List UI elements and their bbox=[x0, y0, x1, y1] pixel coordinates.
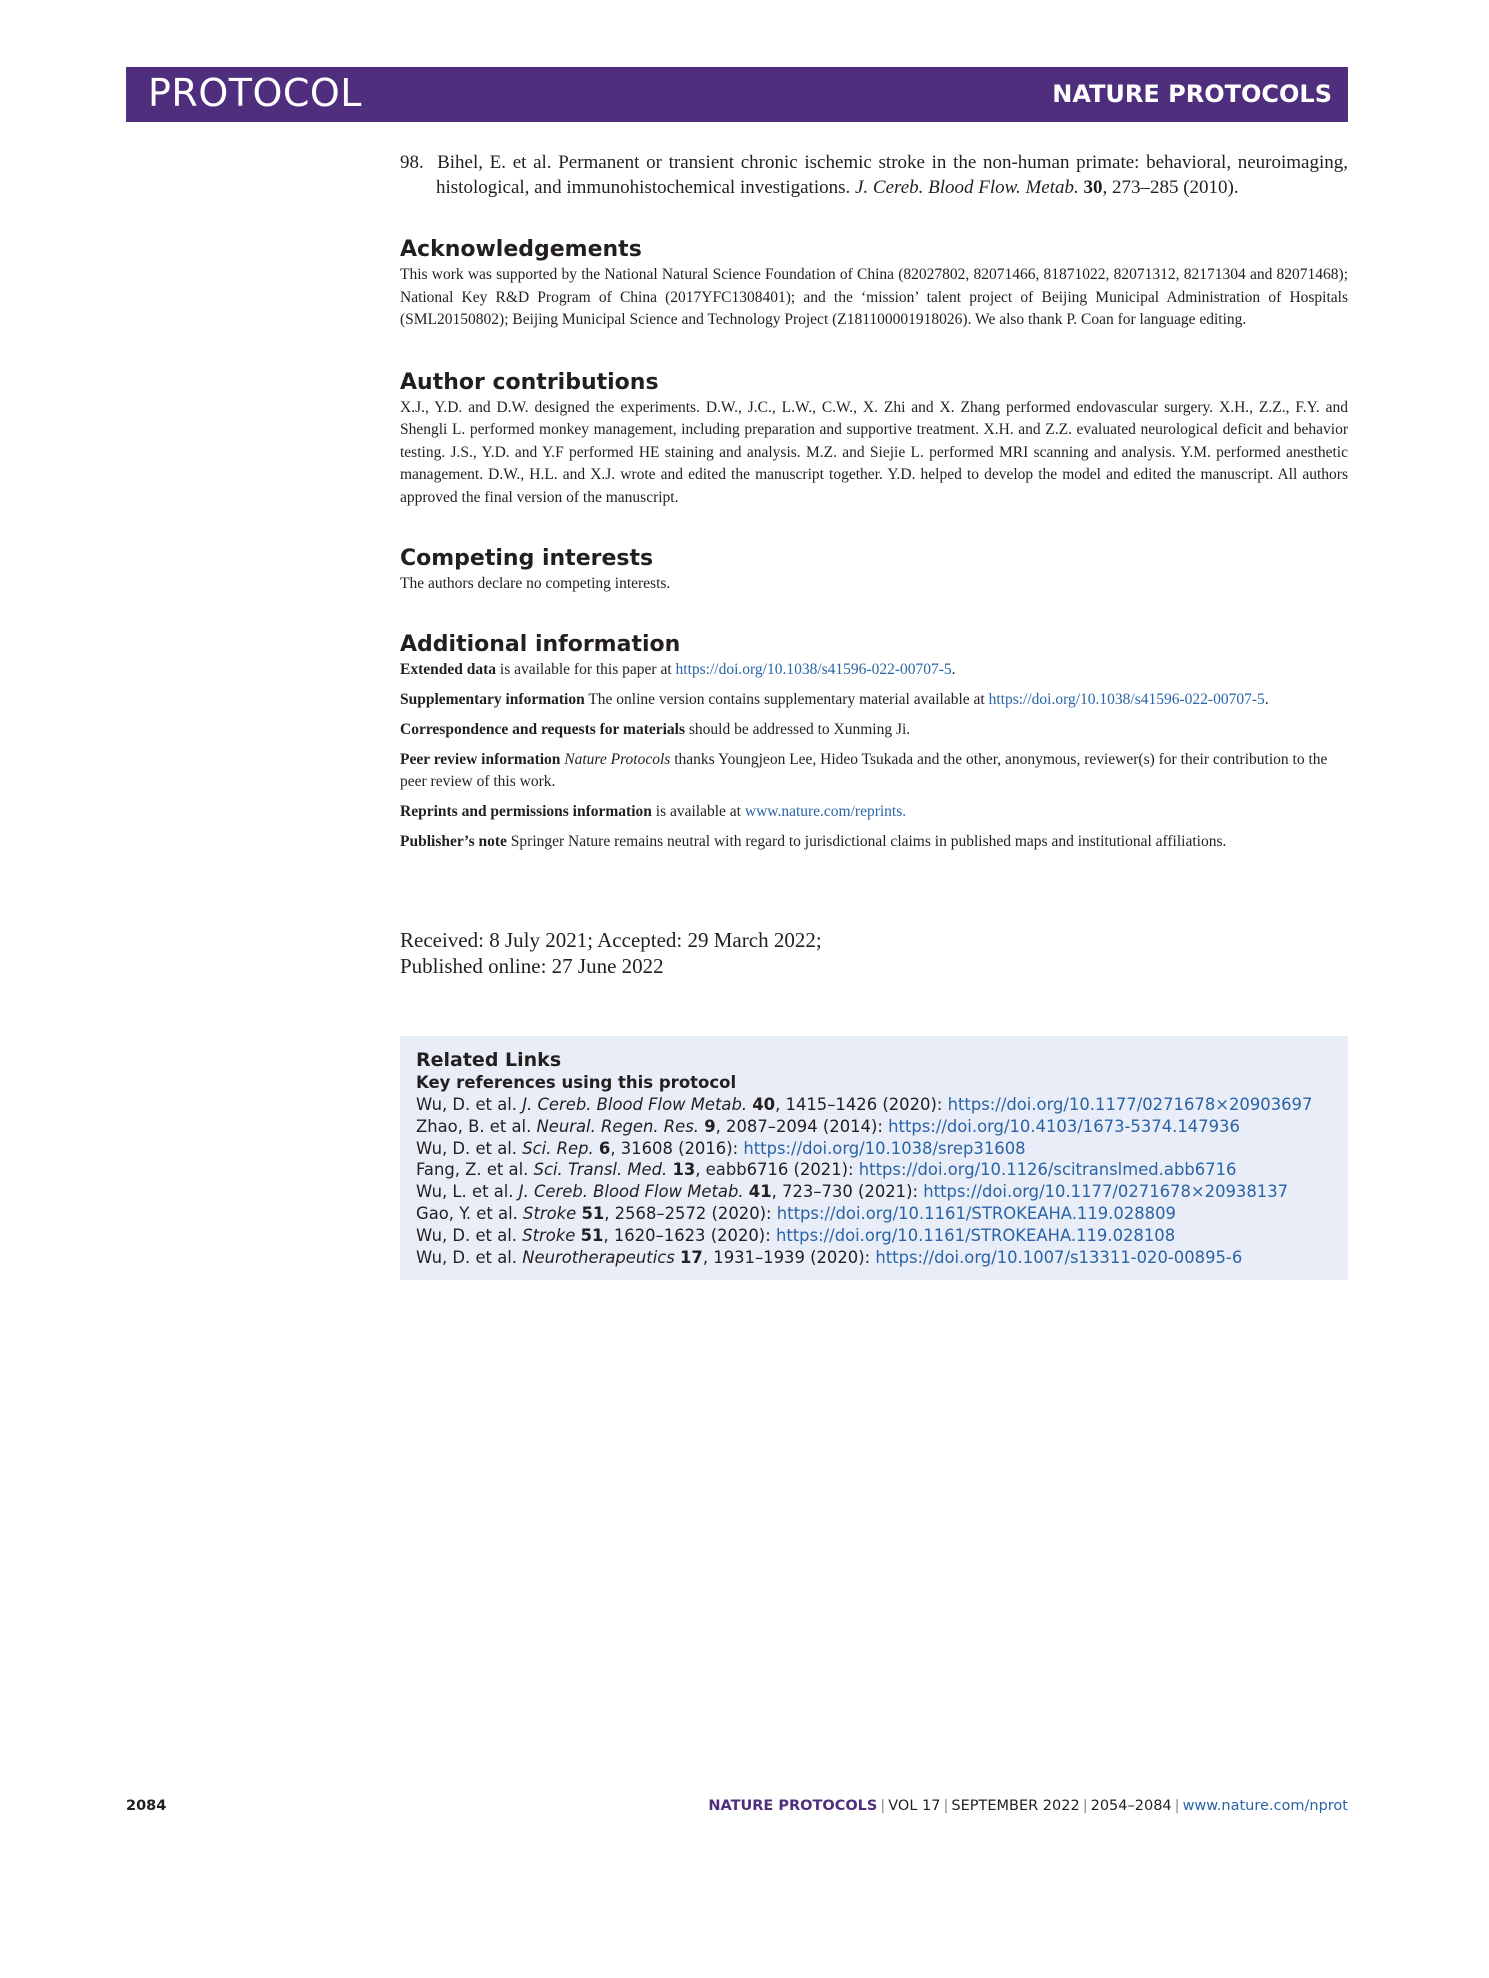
peer-review-label: Peer review information bbox=[400, 750, 561, 768]
related-link-journal: Sci. Rep. bbox=[522, 1138, 594, 1158]
related-link-details: , 2087–2094 (2014): bbox=[715, 1116, 889, 1136]
related-link-volume: 41 bbox=[748, 1182, 772, 1202]
related-link-url[interactable]: https://doi.org/10.1161/STROKEAHA.119.028108 bbox=[775, 1225, 1176, 1245]
journal-label: NATURE PROTOCOLS bbox=[1052, 80, 1332, 108]
acknowledgements-title: Acknowledgements bbox=[400, 237, 642, 262]
correspondence-text: should be addressed to Xunming Ji. bbox=[685, 720, 911, 738]
related-link-authors: Wu, L. et al. bbox=[416, 1182, 519, 1202]
related-link-authors: Wu, D. et al. bbox=[416, 1225, 523, 1245]
related-link-journal: Sci. Transl. Med. bbox=[533, 1160, 668, 1180]
extended-data-link[interactable]: https://doi.org/10.1038/s41596-022-00707-5 bbox=[675, 660, 952, 678]
supplementary-text: The online version contains supplementary material available at bbox=[584, 690, 989, 708]
competing-interests-body: The authors declare no competing interests. bbox=[400, 575, 671, 592]
reprints-line bbox=[400, 801, 1348, 823]
related-links-title: Related Links bbox=[416, 1049, 562, 1071]
supplementary-label: Supplementary information bbox=[400, 690, 585, 708]
reprints-link[interactable]: www.nature.com/reprints. bbox=[744, 802, 907, 820]
additional-information-list bbox=[400, 659, 1348, 853]
main-content bbox=[400, 150, 1348, 979]
correspondence-label: Correspondence and requests for materials bbox=[400, 720, 686, 738]
related-link-details: , 1620–1623 (2020): bbox=[603, 1225, 776, 1245]
extended-data-text: is available for this paper at bbox=[496, 660, 676, 678]
related-link-url[interactable]: https://doi.org/10.1126/scitranslmed.abb6716 bbox=[858, 1160, 1237, 1180]
extended-data-line bbox=[400, 659, 1348, 681]
reference-pages: , 273–285 (2010). bbox=[1102, 177, 1239, 198]
supplementary-end: . bbox=[1264, 690, 1269, 708]
footer-date: SEPTEMBER 2022 bbox=[951, 1798, 1080, 1814]
reference-number: 98. bbox=[400, 152, 424, 173]
related-link-url[interactable]: https://doi.org/10.1038/srep31608 bbox=[743, 1138, 1026, 1158]
page-footer bbox=[126, 1798, 1348, 1818]
peer-review-line bbox=[400, 749, 1348, 793]
related-link-item bbox=[416, 1116, 1332, 1138]
related-link-details: , 1931–1939 (2020): bbox=[702, 1247, 876, 1267]
related-link-item bbox=[416, 1181, 1332, 1203]
related-link-authors: Wu, D. et al. bbox=[416, 1138, 523, 1158]
related-link-journal: Neural. Regen. Res. bbox=[536, 1116, 699, 1136]
related-links-box bbox=[400, 1036, 1348, 1280]
footer-journal: NATURE PROTOCOLS bbox=[708, 1798, 878, 1814]
footer-separator: | bbox=[1082, 1798, 1088, 1814]
related-link-authors: Fang, Z. et al. bbox=[416, 1160, 534, 1180]
reference-journal: J. Cereb. Blood Flow. Metab. bbox=[855, 177, 1079, 198]
related-link-volume: 51 bbox=[580, 1225, 604, 1245]
related-link-volume: 6 bbox=[598, 1138, 611, 1158]
section-label: PROTOCOL bbox=[148, 71, 362, 115]
reference-volume: 30 bbox=[1083, 177, 1103, 198]
related-link-details: , 723–730 (2021): bbox=[771, 1182, 924, 1202]
supplementary-information-line bbox=[400, 689, 1348, 711]
header-banner bbox=[126, 67, 1348, 122]
related-link-volume: 17 bbox=[680, 1247, 703, 1267]
acknowledgements-body: This work was supported by the National Natural Science Foundation of China (82027802, 82071466, 81871022, 82071312, 82171304 and 82071468); National Key R&D Program of China (2017YFC1308401); and the ‘mission’ talent project of Beijing Municipal Administration of Hospitals (SML20150802); Beijing Municipal Science and Technology Project (Z181100001918026). We also thank P. Coan for language editing. bbox=[400, 266, 1348, 328]
related-link-item bbox=[416, 1159, 1332, 1181]
author-contributions-title: Author contributions bbox=[400, 369, 659, 395]
related-link-volume: 13 bbox=[672, 1160, 696, 1180]
related-link-journal: Neurotherapeutics bbox=[522, 1247, 675, 1267]
related-link-url[interactable]: https://doi.org/10.4103/1673-5374.147936 bbox=[888, 1116, 1240, 1136]
extended-data-label: Extended data bbox=[400, 660, 497, 678]
related-link-details: , 1415–1426 (2020): bbox=[775, 1095, 948, 1114]
author-contributions-body: X.J., Y.D. and D.W. designed the experiments. D.W., J.C., L.W., C.W., X. Zhi and X. Zhang performed endovascular surgery. X.H., Z.Z., F.Y. and Shengli L. performed monkey management, including preparation and supportive treatment. X.H. and Z.Z. evaluated neurological deficit and behavior testing. J.S., Y.D. and Y.F performed HE staining and analysis. M.Z. and Siejie L. performed MRI scanning and analysis. Y.M. performed anesthetic management. D.W., H.L. and X.J. wrote and edited the manuscript together. Y.D. helped to develop the model and edited the manuscript. All authors approved the final version of the manuscript. bbox=[400, 398, 1348, 506]
competing-interests-title: Competing interests bbox=[400, 546, 654, 571]
reference-text: Bihel, E. et al. Permanent or transient chronic ischemic stroke in the non-human primate: behavioral, neuroimaging, histological, and immunohistochemical investigations. bbox=[436, 152, 1349, 198]
publication-dates bbox=[400, 927, 1348, 979]
related-link-item bbox=[416, 1203, 1332, 1225]
reprints-label: Reprints and permissions information bbox=[400, 802, 652, 820]
additional-information-title: Additional information bbox=[400, 631, 681, 657]
peer-review-journal: Nature Protocols bbox=[564, 750, 671, 768]
publishers-note-text: Springer Nature remains neutral with regard to jurisdictional claims in published maps and institutional affiliations. bbox=[506, 832, 1227, 850]
footer-separator: | bbox=[1174, 1798, 1180, 1814]
related-link-authors: Gao, Y. et al. bbox=[416, 1203, 524, 1223]
reprints-text: is available at bbox=[651, 802, 745, 820]
related-link-url[interactable]: https://doi.org/10.1177/0271678×20938137 bbox=[923, 1182, 1289, 1202]
extended-data-end: . bbox=[951, 660, 956, 678]
related-link-item bbox=[416, 1094, 1332, 1116]
related-link-volume: 51 bbox=[581, 1203, 605, 1223]
publishers-note-line bbox=[400, 831, 1348, 853]
footer-separator: | bbox=[943, 1798, 949, 1814]
related-link-authors: Wu, D. et al. bbox=[416, 1095, 523, 1114]
related-link-item bbox=[416, 1247, 1332, 1269]
published-online-line: Published online: 27 June 2022 bbox=[400, 953, 664, 978]
reference-98 bbox=[400, 150, 1348, 200]
related-link-volume: 9 bbox=[704, 1116, 716, 1136]
footer-citation bbox=[708, 1798, 1348, 1814]
related-link-journal: J. Cereb. Blood Flow Metab. bbox=[522, 1095, 748, 1114]
related-link-journal: J. Cereb. Blood Flow Metab. bbox=[518, 1182, 744, 1202]
footer-url[interactable]: www.nature.com/nprot bbox=[1182, 1798, 1348, 1814]
related-link-url[interactable]: https://doi.org/10.1177/0271678×20903697 bbox=[947, 1095, 1313, 1114]
related-link-details: , 31608 (2016): bbox=[610, 1138, 744, 1158]
supplementary-link[interactable]: https://doi.org/10.1038/s41596-022-00707-5 bbox=[988, 690, 1265, 708]
footer-volume: VOL 17 bbox=[888, 1798, 941, 1814]
related-link-item bbox=[416, 1225, 1332, 1247]
footer-separator: | bbox=[880, 1798, 886, 1814]
footer-pages: 2054–2084 bbox=[1090, 1798, 1172, 1814]
related-link-authors: Zhao, B. et al. bbox=[416, 1116, 537, 1136]
publishers-note-label: Publisher’s note bbox=[400, 832, 507, 850]
related-links-subtitle: Key references using this protocol bbox=[416, 1073, 737, 1092]
related-link-journal: Stroke bbox=[523, 1203, 577, 1223]
related-link-url[interactable]: https://doi.org/10.1007/s13311-020-00895-6 bbox=[875, 1247, 1243, 1267]
page-number: 2084 bbox=[126, 1798, 167, 1814]
correspondence-line bbox=[400, 719, 1348, 741]
related-link-item bbox=[416, 1138, 1332, 1160]
related-link-details: , eabb6716 (2021): bbox=[695, 1160, 859, 1180]
related-link-url[interactable]: https://doi.org/10.1161/STROKEAHA.119.028809 bbox=[776, 1203, 1176, 1223]
related-link-details: , 2568–2572 (2020): bbox=[604, 1203, 777, 1223]
related-link-authors: Wu, D. et al. bbox=[416, 1247, 523, 1267]
peer-review-text: thanks Youngjeon Lee, Hideo Tsukada and the other, anonymous, reviewer(s) for their contribution to the peer review of this work. bbox=[400, 750, 1328, 790]
related-link-journal: Stroke bbox=[522, 1225, 576, 1245]
related-link-volume: 40 bbox=[752, 1095, 776, 1114]
received-accepted-line: Received: 8 July 2021; Accepted: 29 March 2022; bbox=[400, 927, 822, 952]
